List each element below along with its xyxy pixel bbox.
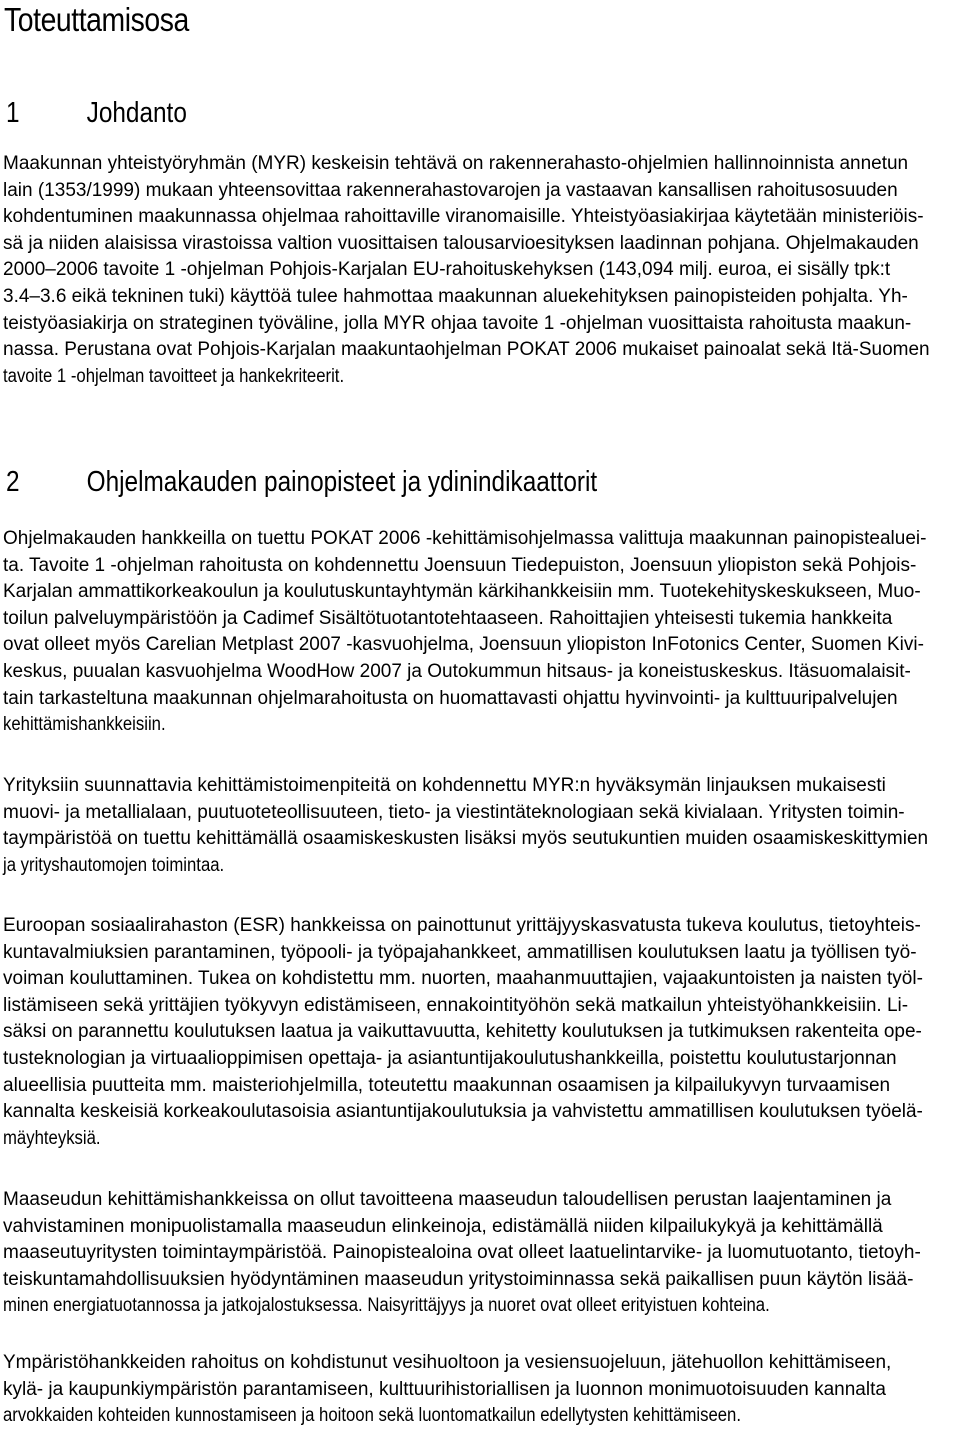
paragraph: [3, 1187, 921, 1320]
text-line: teistyöasiakirja on strateginen työväline, jolla MYR ohjaa tavoite 1 -ohjelman vuosittaista rahoitusta maakun-: [3, 312, 912, 334]
paragraph: [3, 151, 930, 390]
text-line: 3.4–3.6 eikä tekninen tuki) käyttöä tulee hahmottaa maakunnan aluekehityksen painopisteiden pohjalta. Yh-: [3, 285, 908, 307]
text-line: toilun palveluympäristöön ja Cadimef Sisältötuotantotehtaaseen. Rahoittajien yhteisesti tukemia hankkeita: [3, 607, 893, 629]
text-line: ta. Tavoite 1 -ohjelman rahoitusta on kohdennettu Joensuun Tiedepuiston, Joensuun yliopiston sekä Pohjois-: [3, 554, 917, 576]
paragraph: [3, 773, 928, 879]
text-line: muovi- ja metallialaan, puutuoteteollisuuteen, tieto- ja viestintäteknologiaan sekä kivialaan. Yritysten toimin-: [3, 801, 905, 823]
text-line: mäyhteyksiä.: [3, 1127, 101, 1149]
text-line: teiskuntamahdollisuuksien hyödyntäminen maaseudun yritystoiminnassa sekä paikallisen puun käytön lisää-: [3, 1268, 914, 1290]
text-line: maaseutuyritysten toimintaympäristöä. Painopistealoina ovat olleet laatuelintarvike- ja luomutuotanto, tietoyh-: [3, 1242, 921, 1264]
text-line: Yrityksiin suunnattavia kehittämistoimenpiteitä on kohdennettu MYR:n hyväksymän linjauksen mukaisesti: [3, 775, 886, 796]
text-line: 2000–2006 tavoite 1 -ohjelman Pohjois-Karjalan EU-rahoituskehyksen (143,094 milj. euroa, ei sisälly tpk:t: [3, 259, 891, 281]
text-line: listämiseen sekä yrittäjien työkyvyn edistämiseen, ennakointityöhön sekä matkailun yhteistyöhankkeisiin. Li-: [3, 994, 909, 1016]
text-line: Ohjelmakauden hankkeilla on tuettu POKAT 2006 -kehittämisohjelmassa valittuja maakunnan painopistealuei-: [3, 528, 927, 549]
paragraph: [3, 526, 926, 739]
paragraph: [3, 913, 923, 1152]
text-line: voiman kouluttaminen. Tukea on kohdistettu mm. nuorten, maahanmuuttajien, vajaakuntoisten ja naisten työl-: [3, 968, 923, 990]
text-line: taympäristöä on tuettu kehittämällä osaamiskeskusten lisäksi myös seutukuntien muiden osaamiskeskittymien: [3, 828, 929, 850]
section-number: 1: [6, 97, 20, 129]
text-line: tusteknologian ja virtuaalioppimisen opettaja- ja asiantuntijakoulutushankkeilla, poistettu koulutustarjonnan: [3, 1047, 897, 1069]
text-line: Maakunnan yhteistyöryhmän (MYR) keskeisin tehtävä on rakennerahasto-ohjelmien hallinnoinnista annetun: [3, 153, 909, 174]
text-line: Karjalan ammattikorkeakoulun ja koulutuskuntayhtymän kärkihankkeisiin mm. Tuotekehityskeskukseen, Muo-: [3, 581, 921, 603]
section-number: 2: [6, 466, 20, 498]
text-line: kohdentuminen maakunnassa ohjelmaa rahoittaville viranomaisille. Yhteistyöasiakirjaa käytetään ministeriöis-: [3, 206, 924, 228]
text-line: Euroopan sosiaalirahaston (ESR) hankkeissa on painottunut yrittäjyyskasvatusta tukeva koulutus, tietoyhteis-: [3, 915, 921, 936]
text-line: arvokkaiden kohteiden kunnostamiseen ja hoitoon sekä luontomatkailun edellytysten kehittämiseen.: [3, 1405, 742, 1427]
text-line: Maaseudun kehittämishankkeissa on ollut tavoitteena maaseudun taloudellisen perustan laajentaminen ja: [3, 1189, 892, 1210]
text-line: tavoite 1 -ohjelman tavoitteet ja hankekriteerit.: [3, 365, 345, 387]
text-line: kannalta keskeisiä korkeakoulutasoisia asiantuntijakoulutuksia ja vahvistettu ammatillisen koulutuksen työelä-: [3, 1101, 923, 1123]
text-line: tain tarkasteltuna maakunnan ohjelmarahoitusta on huomattavasti ohjattu hyvinvointi- ja kulttuuripalvelujen: [3, 687, 898, 709]
text-line: ja yrityshautomojen toimintaa.: [3, 854, 225, 876]
text-line: alueellisia puutteita mm. maisteriohjelmilla, toteutettu maakunnan osaamisen ja kilpailukyvyn turvaamisen: [3, 1074, 891, 1096]
text-line: nassa. Perustana ovat Pohjois-Karjalan maakuntaohjelman POKAT 2006 mukaiset painoalat sekä Itä-Suomen: [3, 339, 930, 361]
text-line: ovat olleet myös Carelian Metplast 2007 -kasvuohjelma, Joensuun yliopiston InFotonics Center, Suomen Kivi-: [3, 634, 924, 656]
section-title: Ohjelmakauden painopisteet ja ydinindikaattorit: [86, 466, 598, 498]
text-line: minen energiatuotannossa ja jatkojalostuksessa. Naisyrittäjyys ja nuoret ovat olleet erityistuen kohteina.: [3, 1295, 770, 1317]
paragraph: [3, 1350, 891, 1430]
text-line: kuntavalmiuksien parantaminen, työpooli- ja työpajahankkeet, ammatillisen koulutuksen laatu ja työllisen työ-: [3, 941, 917, 963]
text-line: vahvistaminen monipuolistamalla maaseudun elinkeinoja, edistämällä niiden kilpailukykyä ja kehittämällä: [3, 1215, 883, 1237]
section-heading: [6, 465, 597, 499]
document-title: Toteuttamisosa: [4, 1, 189, 38]
text-line: säksi on parannettu koulutuksen laatua ja vaikuttavuutta, kehitetty koulutuksen ja tutkimuksen rakenteita ope-: [3, 1021, 922, 1043]
text-line: keskus, puualan kasvuohjelma WoodHow 2007 ja Outokummun hitsaus- ja koneistuskeskus. Itäsuomalaisit-: [3, 660, 911, 682]
section-title: Johdanto: [86, 97, 187, 129]
section-heading: [6, 96, 187, 130]
text-line: kehittämishankkeisiin.: [3, 714, 166, 736]
text-line: kylä- ja kaupunkiympäristön parantamiseen, kulttuurihistoriallisen ja luonnon monimuotoisuuden kannalta: [3, 1378, 886, 1400]
text-line: Ympäristöhankkeiden rahoitus on kohdistunut vesihuoltoon ja vesiensuojeluun, jätehuollon kehittämiseen,: [3, 1352, 892, 1373]
text-line: sä ja niiden alaisissa virastoissa valtion vuosittaisen talousarvioesityksen laadinnan pohjana. Ohjelmakauden: [3, 232, 919, 254]
text-line: lain (1353/1999) mukaan yhteensovittaa rakennerahastovarojen ja vastaavan kansallisen rahoitusosuuden: [3, 179, 898, 201]
